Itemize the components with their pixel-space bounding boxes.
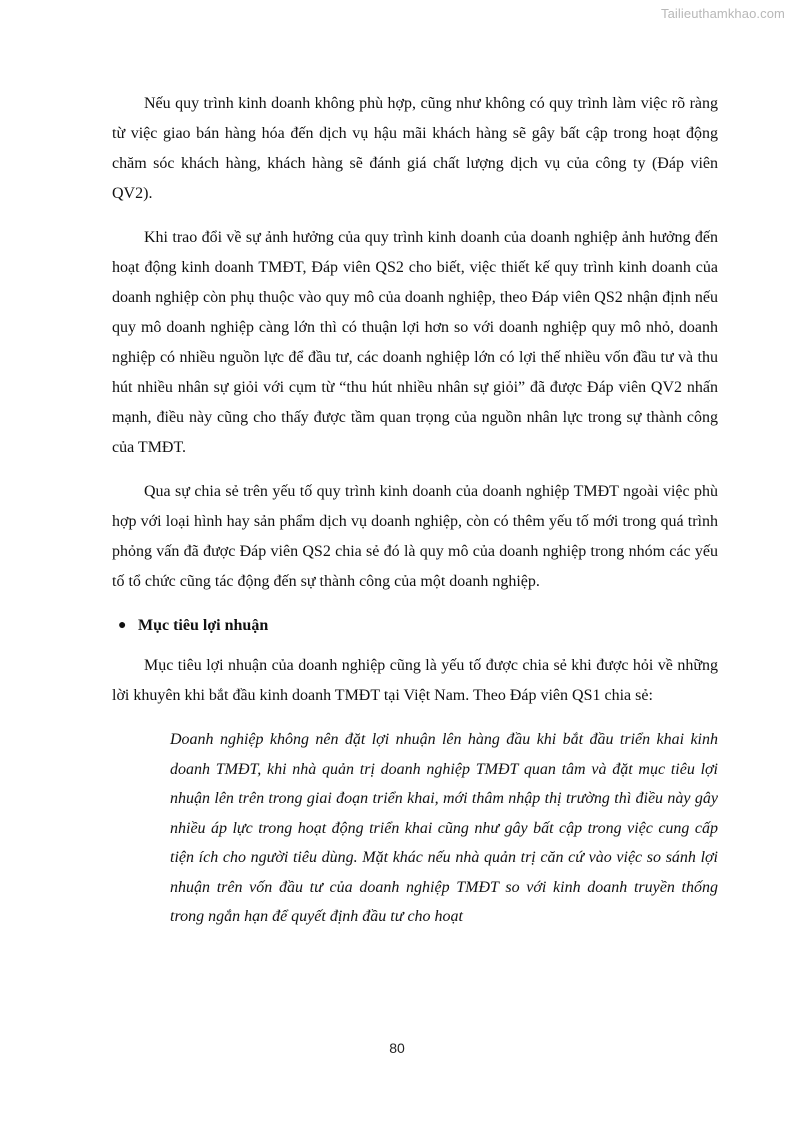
block-quote: Doanh nghiệp không nên đặt lợi nhuận lên hàng đầu khi bắt đầu triển khai kinh doanh TMĐT, khi nhà quản trị doanh nghiệp TMĐT quan tâm và đặt mục tiêu lợi nhuận lên trên trong giai đoạn triển khai, mới thâm nhập thị trường thì điều này gây nhiều áp lực trong hoạt động triển khai cũng như gây bất cập trong việc cung cấp tiện ích cho người tiêu dùng. Mặt khác nếu nhà quản trị căn cứ vào việc so sánh lợi nhuận trên vốn đầu tư của doanh nghiệp TMĐT so với kinh doanh truyền thống trong ngắn hạn để quyết định đầu tư cho hoạt: [170, 731, 718, 925]
section-heading: [112, 611, 718, 641]
paragraph-3: Qua sự chia sẻ trên yếu tố quy trình kinh doanh của doanh nghiệp TMĐT ngoài việc phù hợp với loại hình hay sản phẩm dịch vụ doanh nghiệp, còn có thêm yếu tố mới trong quá trình phỏng vấn đã được Đáp viên QS2 chia sẻ đó là quy mô của doanh nghiệp trong nhóm các yếu tố tổ chức cũng tác động đến sự thành công của một doanh nghiệp.: [112, 483, 718, 590]
bullet-icon: ●: [118, 618, 127, 633]
page-number: 80: [389, 1040, 405, 1056]
paragraph-1: Nếu quy trình kinh doanh không phù hợp, cũng như không có quy trình làm việc rõ ràng từ việc giao bán hàng hóa đến dịch vụ hậu mãi khách hàng sẽ gây bất cập trong hoạt động chăm sóc khách hàng, khách hàng sẽ đánh giá chất lượng dịch vụ của công ty (Đáp viên QV2).: [112, 95, 718, 202]
intro-paragraph: Mục tiêu lợi nhuận của doanh nghiệp cũng là yếu tố được chia sẻ khi được hỏi về những lời khuyên khi bắt đầu kinh doanh TMĐT tại Việt Nam. Theo Đáp viên QS1 chia sẻ:: [112, 657, 718, 704]
document-body: [112, 89, 718, 932]
paragraph-2: Khi trao đổi về sự ảnh hưởng của quy trình kinh doanh của doanh nghiệp ảnh hưởng đến hoạt động kinh doanh TMĐT, Đáp viên QS2 cho biết, việc thiết kế quy trình kinh doanh của doanh nghiệp còn phụ thuộc vào quy mô của doanh nghiệp, theo Đáp viên QS2 nhận định nếu quy mô doanh nghiệp càng lớn thì có thuận lợi hơn so với doanh nghiệp quy mô nhỏ, doanh nghiệp có nhiều nguồn lực để đầu tư, các doanh nghiệp lớn có lợi thế nhiều vốn đầu tư và thu hút nhiều nhân sự giỏi với cụm từ “thu hút nhiều nhân sự giỏi” đã được Đáp viên QV2 nhấn mạnh, điều này cũng cho thấy được tầm quan trọng của nguồn nhân lực trong sự thành công của TMĐT.: [112, 229, 718, 456]
section-heading-text: Mục tiêu lợi nhuận: [138, 617, 269, 634]
watermark: Tailieuthamkhao.com: [660, 6, 785, 21]
